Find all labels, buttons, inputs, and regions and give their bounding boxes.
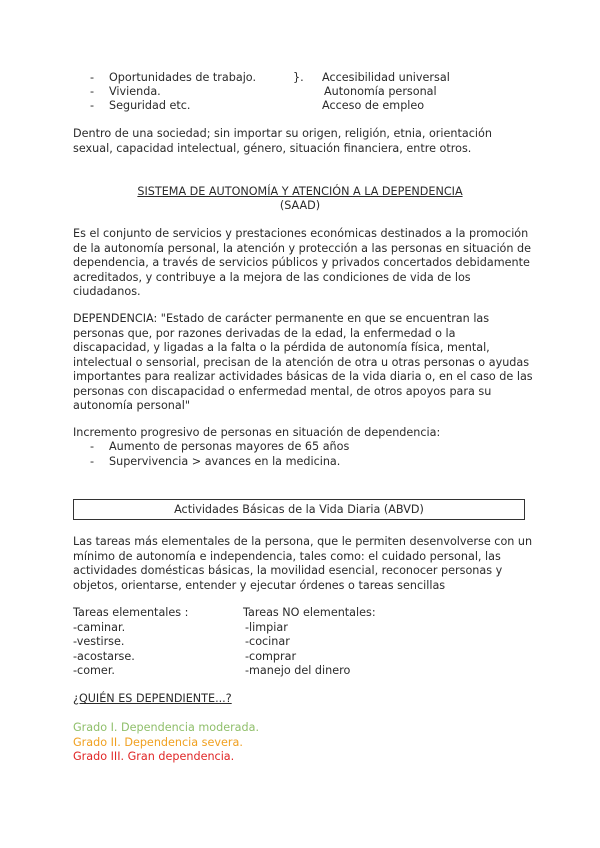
abvd-title-box: Actividades Básicas de la Vida Diaria (ABVD)	[73, 499, 525, 520]
list-item: Seguridad etc.	[109, 99, 191, 112]
brace-symbol: }.	[293, 71, 304, 84]
tarea-item: -comprar	[245, 650, 297, 663]
list-item: Accesibilidad universal	[322, 71, 450, 84]
tarea-item: -cocinar	[245, 635, 290, 648]
list-dash: -	[90, 85, 95, 98]
list-item: Supervivencia > avances en la medicina.	[109, 455, 341, 468]
list-item: Autonomía personal	[324, 85, 437, 98]
society-paragraph: Dentro de una sociedad; sin importar su origen, religión, etnia, orientación sexual, capacidad intelectual, género, situación financiera, entre otros.	[73, 127, 492, 155]
list-dash: -	[90, 440, 95, 453]
list-item: Aumento de personas mayores de 65 años	[109, 440, 350, 453]
grado-2: Grado II. Dependencia severa.	[73, 736, 243, 749]
list-item: Oportunidades de trabajo.	[109, 71, 257, 84]
list-dash: -	[90, 99, 95, 112]
saad-title: SISTEMA DE AUTONOMÍA Y ATENCIÓN A LA DEPENDENCIA	[137, 185, 463, 198]
abvd-description: Las tareas más elementales de la persona, que le permiten desenvolverse con un mínimo de autonomía e independencia, tales como: el cuidado personal, las actividades domésticas básicas, la movilidad esencial, reconocer personas y objetos, orientarse, entender y ejecutar órdenes o tareas sencillas	[73, 535, 533, 592]
grado-3: Grado III. Gran dependencia.	[73, 750, 235, 763]
tarea-item: -caminar.	[73, 621, 126, 634]
list-dash: -	[90, 71, 95, 84]
quien-heading: ¿QUIÉN ES DEPENDIENTE...?	[73, 692, 232, 705]
list-item: Acceso de empleo	[322, 99, 425, 112]
tareas-elementales-header: Tareas elementales :	[73, 606, 189, 619]
list-dash: -	[90, 455, 95, 468]
grado-1: Grado I. Dependencia moderada.	[73, 721, 260, 734]
tarea-item: -comer.	[73, 664, 115, 677]
dependencia-definition: DEPENDENCIA: "Estado de carácter permanente en que se encuentran las personas que, por razones derivadas de la edad, la enfermedad o la discapacidad, y ligadas a la falta o la pérdida de autonomía física, mental, intelectual o sensorial, precisan de la atención de otra u otras personas o ayudas importantes para realizar actividades básicas de la vida diaria o, en el caso de las personas con discapacidad o enfermedad mental, de otros apoyos para su autonomía personal"	[73, 312, 533, 412]
increment-intro: Incremento progresivo de personas en situación de dependencia:	[73, 426, 441, 439]
tareas-no-elementales-header: Tareas NO elementales:	[243, 606, 376, 619]
tarea-item: -vestirse.	[73, 635, 125, 648]
saad-abbreviation: (SAAD)	[279, 199, 321, 212]
tarea-item: -limpiar	[245, 621, 288, 634]
tarea-item: -manejo del dinero	[245, 664, 351, 677]
tarea-item: -acostarse.	[73, 650, 135, 663]
saad-definition: Es el conjunto de servicios y prestaciones económicas destinados a la promoción de la autonomía personal, la atención y protección a las personas en situación de dependencia, a través de servicios públicos y privados concertados debidamente acreditados, y contribuye a la mejora de las condiciones de vida de los ciudadanos.	[73, 227, 532, 298]
list-item: Vivienda.	[109, 85, 161, 98]
